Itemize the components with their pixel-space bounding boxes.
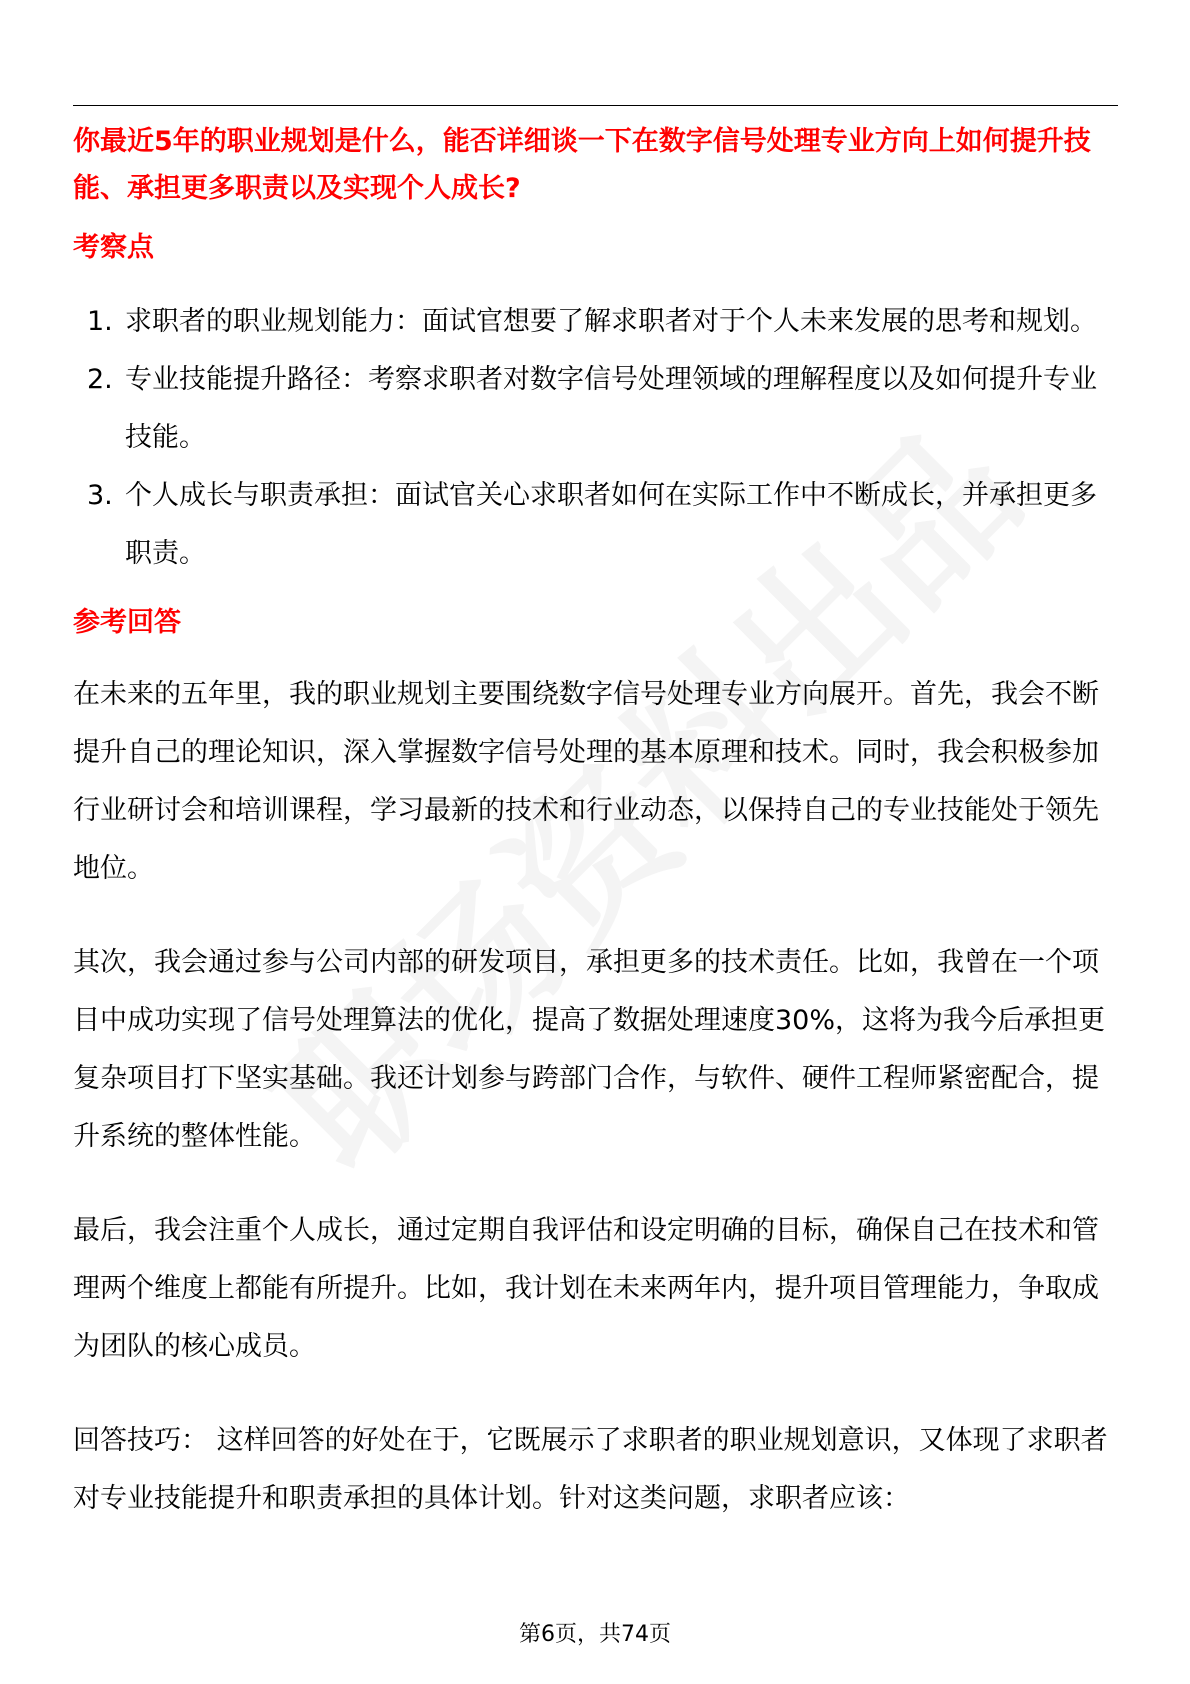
list-item-text: 个人成长与职责承担：面试官关心求职者如何在实际工作中不断成长，并承担更多职责。 xyxy=(125,480,1097,569)
question-title: 你最近5年的职业规划是什么，能否详细谈一下在数字信号处理专业方向上如何提升技能、承担更多职责以及实现个人成长? xyxy=(73,126,1091,204)
answer-paragraph: 在未来的五年里，我的职业规划主要围绕数字信号处理专业方向展开。首先，我会不断提升自己的理论知识，深入掌握数字信号处理的基本原理和技术。同时，我会积极参加行业研讨会和培训课程，学习最新的技术和行业动态，以保持自己的专业技能处于领先地位。 xyxy=(73,679,1099,884)
list-item xyxy=(73,351,1118,467)
list-item-number: 1. xyxy=(87,306,113,337)
key-points-heading: 考察点 xyxy=(73,232,154,263)
key-points-list xyxy=(73,293,1118,583)
list-item-text: 求职者的职业规划能力：面试官想要了解求职者对于个人未来发展的思考和规划。 xyxy=(125,306,1097,337)
answer-paragraph: 最后，我会注重个人成长，通过定期自我评估和设定明确的目标，确保自己在技术和管理两个维度上都能有所提升。比如，我计划在未来两年内，提升项目管理能力，争取成为团队的核心成员。 xyxy=(73,1215,1099,1362)
list-item-number: 2. xyxy=(87,364,113,395)
list-item xyxy=(73,293,1118,351)
answer-paragraph: 其次，我会通过参与公司内部的研发项目，承担更多的技术责任。比如，我曾在一个项目中成功实现了信号处理算法的优化，提高了数据处理速度30%，这将为我今后承担更复杂项目打下坚实基础。我还计划参与跨部门合作，与软件、硬件工程师紧密配合，提升系统的整体性能。 xyxy=(73,947,1106,1152)
page-number: 第6页，共74页 xyxy=(519,1622,671,1647)
list-item xyxy=(73,467,1118,583)
list-item-number: 3. xyxy=(87,480,113,511)
header-rule xyxy=(73,105,1118,106)
document-body xyxy=(73,118,1118,1528)
list-item-text: 专业技能提升路径：考察求职者对数字信号处理领域的理解程度以及如何提升专业技能。 xyxy=(125,364,1097,453)
answer-tips-paragraph: 回答技巧： 这样回答的好处在于，它既展示了求职者的职业规划意识，又体现了求职者对专业技能提升和职责承担的具体计划。针对这类问题，求职者应该： xyxy=(73,1425,1108,1514)
answer-heading: 参考回答 xyxy=(73,607,181,638)
